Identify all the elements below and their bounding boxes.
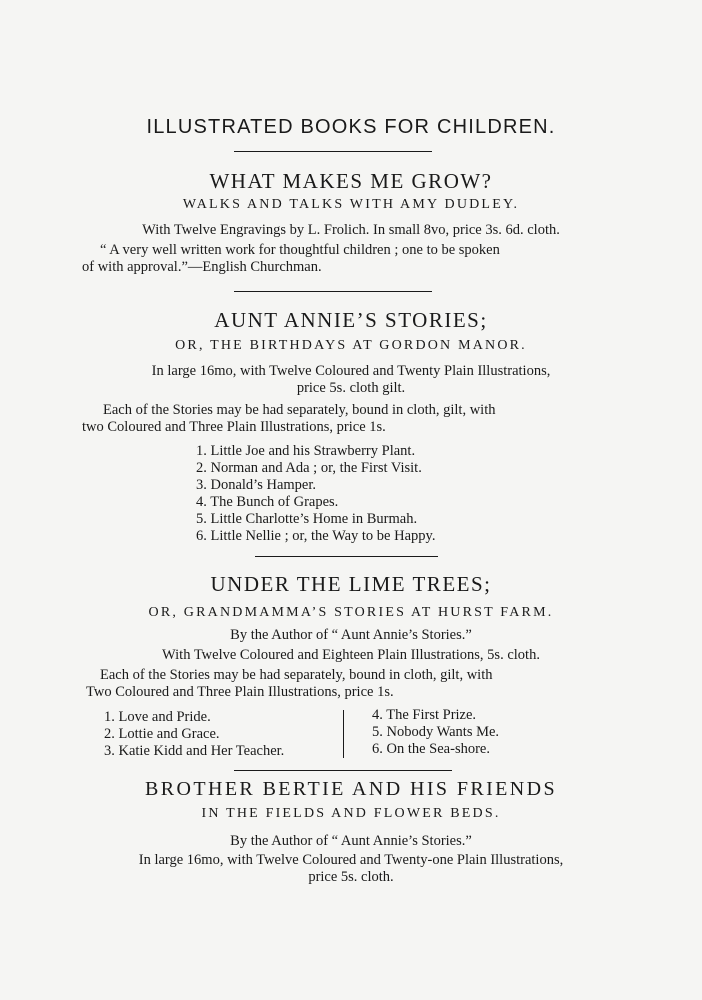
review-quote: of with approval.”—English Churchman. — [82, 259, 322, 275]
book-details: Each of the Stories may be had separately, bound in cloth, gilt, with — [100, 667, 493, 683]
list-item: 1. Love and Pride. — [104, 709, 211, 725]
list-item: 3. Donald’s Hamper. — [196, 477, 317, 493]
list-item: 4. The First Prize. — [372, 707, 477, 723]
book-price: price 5s. cloth. — [308, 869, 394, 885]
book-subtitle: WALKS AND TALKS WITH AMY DUDLEY. — [182, 197, 520, 212]
book-title: AUNT ANNIE’S STORIES; — [214, 308, 488, 332]
list-item: 3. Katie Kidd and Her Teacher. — [104, 743, 285, 759]
list-item: 4. The Bunch of Grapes. — [196, 494, 339, 510]
list-item: 2. Lottie and Grace. — [104, 726, 220, 742]
book-details: two Coloured and Three Plain Illustrations, price 1s. — [82, 419, 386, 435]
book-details: Each of the Stories may be had separately, bound in cloth, gilt, with — [103, 402, 496, 418]
book-details: In large 16mo, with Twelve Coloured and Twenty-one Plain Illustrations, — [138, 852, 564, 868]
book-details: With Twelve Coloured and Eighteen Plain Illustrations, 5s. cloth. — [162, 647, 540, 663]
list-item: 5. Little Charlotte’s Home in Burmah. — [196, 511, 418, 527]
book-details: In large 16mo, with Twelve Coloured and Twenty Plain Illustrations, — [151, 363, 551, 379]
list-item: 6. Little Nellie ; or, the Way to be Happy. — [196, 528, 436, 544]
book-price: price 5s. cloth gilt. — [296, 380, 406, 396]
divider — [234, 151, 432, 152]
book-author: By the Author of “ Aunt Annie’s Stories.” — [230, 833, 472, 849]
list-item: 2. Norman and Ada ; or, the First Visit. — [196, 460, 422, 476]
list-item: 1. Little Joe and his Strawberry Plant. — [196, 443, 416, 459]
story-list — [196, 443, 435, 545]
book-title: BROTHER BERTIE AND HIS FRIENDS — [145, 778, 557, 800]
page-header: ILLUSTRATED BOOKS FOR CHILDREN. — [146, 116, 556, 138]
divider — [255, 556, 438, 557]
column-divider — [343, 710, 344, 758]
story-list-left — [104, 709, 284, 760]
review-quote: “ A very well written work for thoughtful children ; one to be spoken — [100, 242, 500, 258]
divider — [234, 291, 432, 292]
book-title: WHAT MAKES ME GROW? — [209, 169, 493, 193]
book-subtitle: OR, GRANDMAMMA’S STORIES AT HURST FARM. — [148, 605, 554, 620]
book-details: With Twelve Engravings by L. Frolich. In small 8vo, price 3s. 6d. cloth. — [142, 222, 560, 238]
story-list-right — [372, 707, 499, 758]
book-subtitle: IN THE FIELDS AND FLOWER BEDS. — [201, 806, 501, 821]
list-item: 6. On the Sea-shore. — [372, 741, 490, 757]
book-subtitle: OR, THE BIRTHDAYS AT GORDON MANOR. — [175, 338, 527, 353]
divider — [234, 770, 452, 771]
list-item: 5. Nobody Wants Me. — [372, 724, 500, 740]
book-author: By the Author of “ Aunt Annie’s Stories.” — [230, 627, 472, 643]
book-details: Two Coloured and Three Plain Illustrations, price 1s. — [86, 684, 394, 700]
book-title: UNDER THE LIME TREES; — [210, 572, 492, 596]
